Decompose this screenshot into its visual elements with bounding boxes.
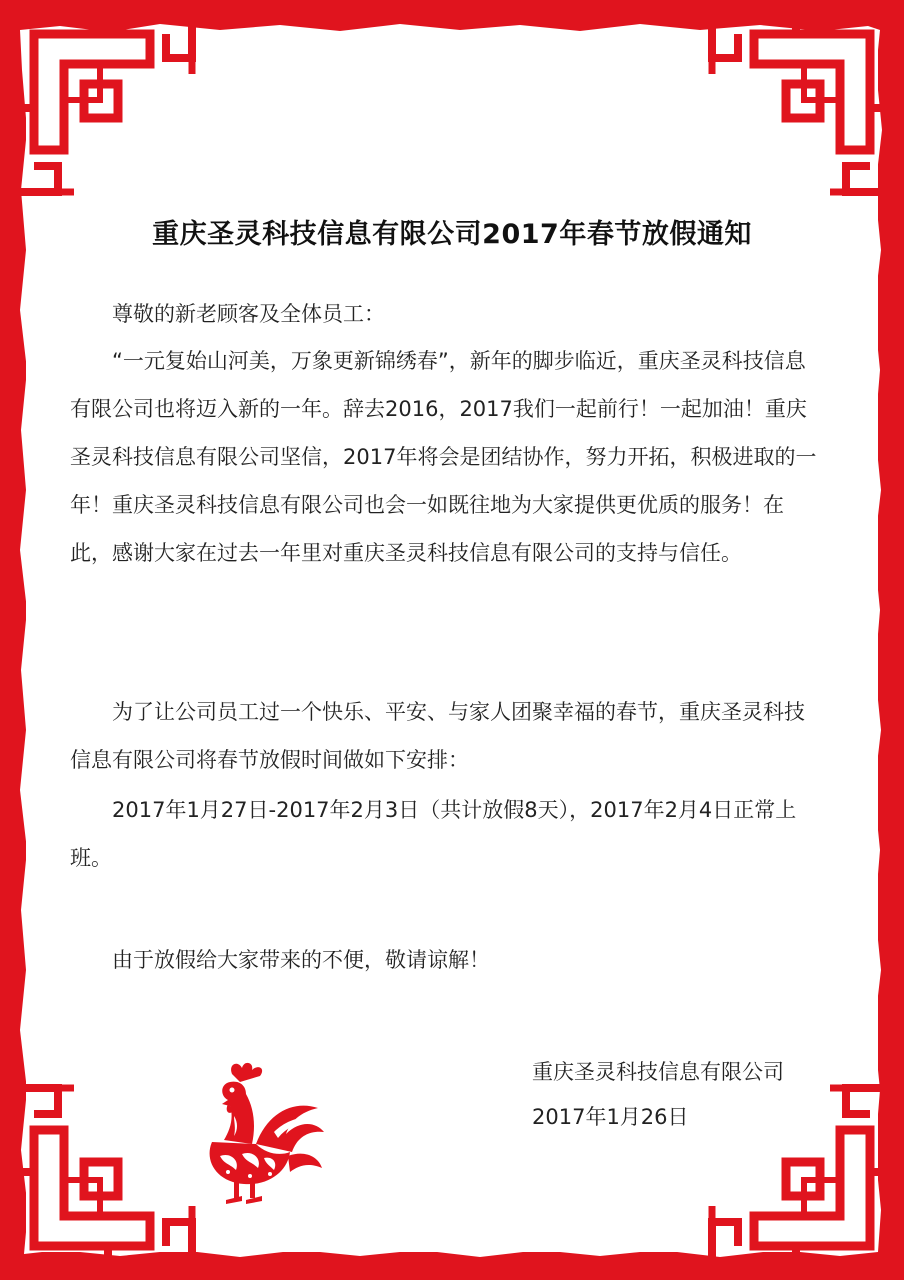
arrangement-paragraph: 为了让公司员工过一个快乐、平安、与家人团聚幸福的春节，重庆圣灵科技信息有限公司将春节放假时间做如下安排： (70, 700, 805, 772)
signature-company: 重庆圣灵科技信息有限公司 (532, 1060, 784, 1084)
signature-date: 2017年1月26日 (532, 1105, 689, 1129)
intro-paragraph: “一元复始山河美，万象更新锦绣春”，新年的脚步临近，重庆圣灵科技信息有限公司也将迈入新的一年。辞去2016，2017我们一起前行！一起加油！重庆圣灵科技信息有限公司坚信，2017年将会是团结协作，努力开拓，积极进取的一年！重庆圣灵科技信息有限公司也会一如既往地为大家提供更优质的服务！在此，感谢大家在过去一年里对重庆圣灵科技信息有限公司的支持与信任。 (70, 349, 817, 565)
apology-line: 由于放假给大家带来的不便，敬请谅解！ (112, 948, 490, 972)
holiday-schedule: 2017年1月27日-2017年2月3日（共计放假8天），2017年2月4日正常上班。 (70, 798, 797, 870)
paper-cut-rooster-icon (190, 1060, 330, 1210)
notice-title: 重庆圣灵科技信息有限公司2017年春节放假通知 (152, 219, 752, 250)
greeting-line: 尊敬的新老顾客及全体员工： (112, 302, 385, 326)
signature-block (532, 1050, 784, 1140)
